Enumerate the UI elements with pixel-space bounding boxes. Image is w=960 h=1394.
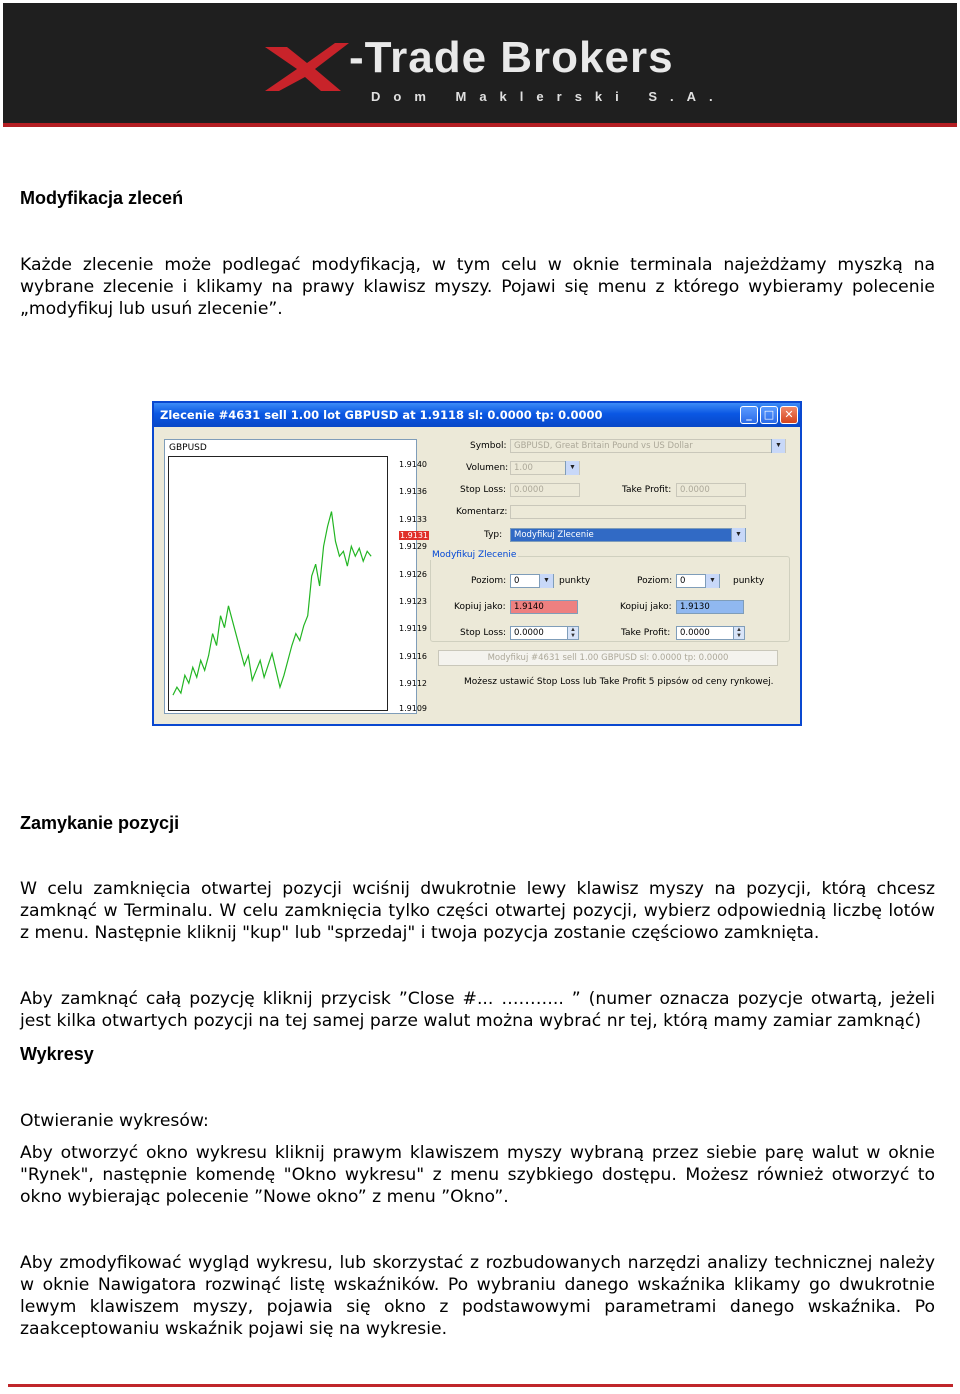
heading-wykresy: Wykresy — [20, 1044, 94, 1064]
spinner-icon[interactable]: ▲ ▼ — [567, 626, 579, 640]
sl-label-left: Stop Loss: — [460, 628, 507, 638]
header-banner — [3, 3, 957, 127]
tick-label: 1.9123 — [399, 597, 427, 606]
heading-modyfikacja: Modyfikacja zleceń — [20, 188, 184, 208]
heading-zamykanie: Zamykanie pozycji — [20, 813, 180, 833]
paragraph-wykresy-2: Aby zmodyfikować wygląd wykresu, lub skorzystać z rozbudowanych narzędzi analizy technicznej należy w oknie Nawigatora rozwinąć listę wskaźników. Po wybraniu danego wskaźnika klikamy go dwukrotnie lewym klawiszem myszy, pojawia się okno z podstawowymi parametrami danego wskaźnika. Po zaakceptowaniu wskaźnik pojawi się na wykresie. — [20, 1253, 935, 1339]
type-label: Typ: — [484, 530, 503, 540]
takeprofit-input[interactable]: 0.0000 — [676, 483, 746, 497]
chevron-down-icon[interactable]: ▼ — [705, 574, 719, 588]
stoploss-input[interactable]: 0.0000 — [510, 483, 580, 497]
comment-input[interactable] — [510, 505, 746, 519]
level-label-left: Poziom: — [471, 576, 507, 586]
tp-input-right[interactable]: 0.0000 — [676, 626, 734, 640]
dialog-titlebar — [154, 403, 800, 427]
close-button[interactable]: ✕ — [780, 406, 798, 424]
tp-label-right: Take Profit: — [621, 628, 671, 638]
copy-label-right: Kopiuj jako: — [620, 602, 672, 612]
spinner-icon[interactable]: ▲ ▼ — [733, 626, 745, 640]
brand-subtitle: Dom Maklerski S.A. — [371, 89, 726, 104]
price-chart — [164, 439, 428, 714]
comment-label: Komentarz: — [456, 507, 508, 517]
subheading-otwieranie: Otwieranie wykresów: — [20, 1111, 209, 1131]
volume-input[interactable]: 1.00 — [510, 461, 580, 475]
tick-label: 1.9133 — [399, 515, 427, 524]
takeprofit-label: Take Profit: — [622, 485, 672, 495]
tick-label: 1.9140 — [399, 460, 427, 469]
points-label-left: punkty — [559, 576, 591, 586]
chevron-down-icon[interactable]: ▼ — [731, 528, 745, 542]
tick-label: 1.9126 — [399, 570, 427, 579]
level-select-left[interactable]: 0 — [510, 574, 554, 588]
chevron-down-icon[interactable]: ▼ — [771, 439, 785, 453]
order-dialog — [152, 401, 802, 726]
sl-input-left[interactable]: 0.0000 — [510, 626, 568, 640]
modify-button[interactable]: Modyfikuj #4631 sell 1.00 GBPUSD sl: 0.0000 tp: 0.0000 — [438, 650, 778, 666]
tick-label-highlight: 1.9131 — [400, 531, 428, 540]
maximize-button[interactable]: □ — [760, 406, 778, 424]
copy-value-left[interactable]: 1.9140 — [510, 600, 578, 614]
footer-line — [8, 1384, 953, 1387]
tick-label: 1.9112 — [399, 679, 427, 688]
tick-label: 1.9136 — [399, 487, 427, 496]
paragraph-zamykanie-1: W celu zamknięcia otwartej pozycji wciśnij dwukrotnie lewy klawisz myszy na pozycji, którą chcesz zamknąć w Terminalu. W celu zamknięcia tylko części otwartej pozycji, wybierz odpowiednią liczbę lotów z menu. Następnie kliknij "kup" lub "sprzedaj" i twoja pozycja zostanie częściowo zamknięta. — [20, 879, 935, 943]
paragraph-zamykanie-2: Aby zamknąć całą pozycję kliknij przycisk ”Close #... ……….. ” (numer oznacza pozycje otwartą, jeżeli jest kilka otwartych pozycji na tej samej parze walut można wybrać nr tej, którą mamy zamiar zamknąć) — [20, 989, 935, 1031]
tick-label: 1.9119 — [399, 624, 427, 633]
volume-label: Volumen: — [466, 463, 509, 473]
chart-plot — [168, 456, 388, 711]
level-select-right[interactable]: 0 — [676, 574, 720, 588]
x-logo-icon — [265, 43, 349, 91]
symbol-select[interactable]: GBPUSD, Great Britain Pound vs US Dollar — [510, 439, 786, 453]
tick-label: 1.9116 — [399, 652, 427, 661]
stoploss-label: Stop Loss: — [460, 485, 507, 495]
symbol-label: Symbol: — [470, 441, 507, 451]
modify-group-title: Modyfikuj Zlecenie — [432, 550, 517, 560]
tick-label: 1.9129 — [399, 542, 427, 551]
chevron-down-icon[interactable]: ▼ — [565, 461, 579, 475]
paragraph-wykresy-1: Aby otworzyć okno wykresu kliknij prawym klawiszem myszy wybraną przez siebie parę walut w oknie "Rynek", następnie komendę "Okno wykresu" z menu szybkiego dostępu. Możesz również otworzyć to okno wybierając polecenie ”Nowe okno” z menu ”Okno”. — [20, 1143, 935, 1207]
chart-symbol: GBPUSD — [169, 443, 207, 453]
info-text: Możesz ustawić Stop Loss lub Take Profit 5 pipsów od ceny rynkowej. — [464, 677, 774, 687]
dialog-title: Zlecenie #4631 sell 1.00 lot GBPUSD at 1.9118 sl: 0.0000 tp: 0.0000 — [160, 408, 603, 422]
level-label-right: Poziom: — [637, 576, 673, 586]
tick-label: 1.9109 — [399, 704, 427, 713]
copy-label-left: Kopiuj jako: — [454, 602, 506, 612]
type-select[interactable]: Modyfikuj Zlecenie — [510, 528, 746, 542]
chevron-down-icon[interactable]: ▼ — [539, 574, 553, 588]
minimize-button[interactable]: _ — [740, 406, 758, 424]
paragraph-modyfikacja: Każde zlecenie może podlegać modyfikacją, w tym celu w oknie terminala najeżdżamy myszką na wybrane zlecenie i klikamy na prawy klawisz myszy. Pojawi się menu z którego wybieramy polecenie „modyfikuj lub usuń zlecenie”. — [20, 255, 935, 319]
copy-value-right[interactable]: 1.9130 — [676, 600, 744, 614]
brand-name: -Trade Brokers — [349, 33, 674, 82]
points-label-right: punkty — [733, 576, 765, 586]
